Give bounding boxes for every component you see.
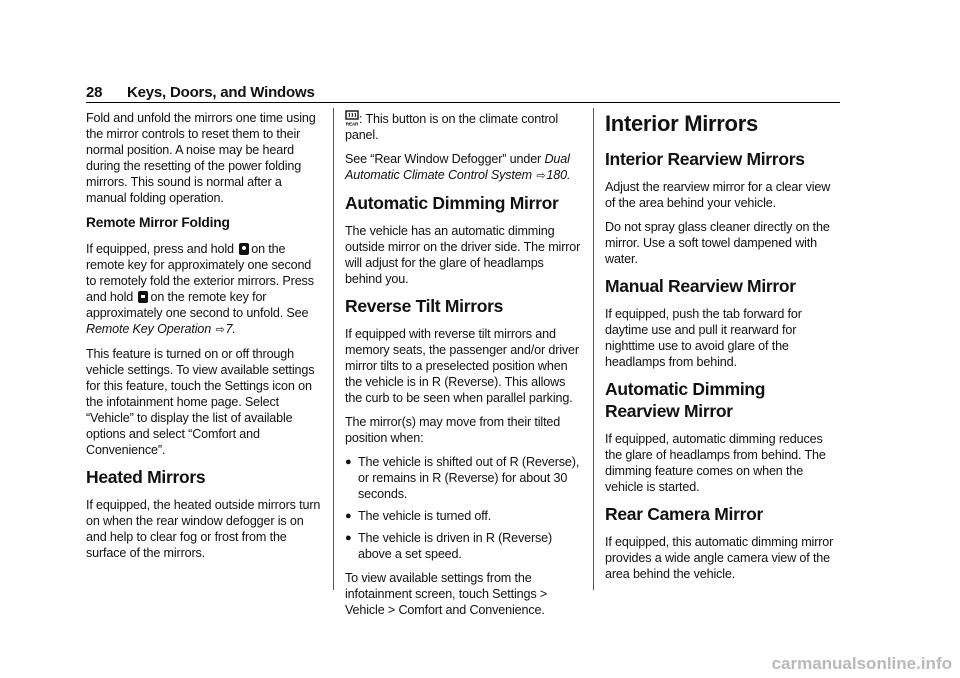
climate-control-page[interactable]: 180. [546,168,571,182]
list-item: ● The vehicle is turned off. [345,509,492,523]
bullet-icon: ● [345,532,352,544]
defog-paragraph: REAR : This button is on the climate control panel. [345,112,559,142]
view-settings-paragraph: To view available settings from the infotainment screen, touch Settings > Vehicle > Comfort and Convenience. [345,571,548,617]
climate-control-link[interactable]: Dual Automatic Climate Control System [345,152,570,182]
rear-camera-mirror-heading: Rear Camera Mirror [605,504,764,524]
page-number: 28 [86,84,103,101]
page-ref-arrow-icon: ⇨ [215,324,225,336]
rearview-paragraph-2: Do not spray glass cleaner directly on the mirror. Use a soft towel dampened with water. [605,220,830,266]
page-ref-arrow-icon: ⇨ [536,170,546,182]
watermark: carmanualsonline.info [771,654,952,673]
manual-paragraph: If equipped, push the tab forward for daytime use and pull it rearward for nighttime use to avoid glare of the headlamps from behind. [605,307,802,369]
auto-dim-paragraph: The vehicle has an automatic dimming outside mirror on the driver side. The mirror will adjust for the glare of headlamps behind you. [345,224,581,286]
remote-paragraph: If equipped, press and hold on the remote key for approximately one second to remotely fold the exterior mirrors. Press and hold on the remote key for approximately one second to unfold. See Remote Key Operation ⇨7. [86,242,314,336]
auto-rear-paragraph: If equipped, automatic dimming reduces the glare of headlamps from behind. The dimming feature comes on when the vehicle is started. [605,432,826,494]
column-1 [86,110,322,569]
heated-mirrors-heading: Heated Mirrors [86,467,206,487]
manual-rearview-mirror-heading: Manual Rearview Mirror [605,276,796,296]
remote-key-link[interactable]: Remote Key Operation [86,322,212,336]
key-fob-lock-icon [239,243,249,255]
list-item: ● The vehicle is driven in R (Reverse) above a set speed. [345,531,553,561]
column-divider-2 [593,108,594,590]
column-3 [605,110,841,590]
reverse-tilt-mirrors-heading: Reverse Tilt Mirrors [345,296,504,316]
tilt-conditions-list [345,454,581,562]
bullet-icon: ● [345,510,352,522]
bullet-icon: ● [345,456,352,468]
automatic-dimming-mirror-heading: Automatic Dimming Mirror [345,193,559,213]
see-paragraph: See “Rear Window Defogger” under Dual Automatic Climate Control System ⇨180. [345,152,571,182]
rearview-paragraph-1: Adjust the rearview mirror for a clear view of the area behind your vehicle. [605,180,831,210]
remote-mirror-folding-heading: Remote Mirror Folding [86,215,230,230]
svg-text:REAR: REAR [345,121,359,126]
column-2 [345,110,581,626]
settings-paragraph: This feature is turned on or off through vehicle settings. To view available settings for this feature, touch the Settings icon on the infotainment home page. Select “Vehicle” to display the list of available options and select “Comfort and Convenience”. [86,347,315,457]
interior-mirrors-heading: Interior Mirrors [605,111,758,136]
move-paragraph: The mirror(s) may move from their tilted position when: [345,415,561,445]
rear-defog-icon [345,110,359,126]
camera-paragraph: If equipped, this automatic dimming mirror provides a wide angle camera view of the area behind the vehicle. [605,535,834,581]
remote-key-page[interactable]: 7. [225,322,236,336]
reverse-paragraph: If equipped with reverse tilt mirrors and memory seats, the passenger and/or driver mirror tilts to a preselected position when the vehicle is in R (Reverse). This allows the curb to be seen when parallel parking. [345,327,579,405]
interior-rearview-mirrors-heading: Interior Rearview Mirrors [605,149,805,169]
key-fob-unlock-icon [138,291,148,303]
list-item: ● The vehicle is shifted out of R (Reverse), or remains in R (Reverse) for about 30 seconds. [345,455,580,501]
header-rule [86,102,840,103]
heated-paragraph: If equipped, the heated outside mirrors turn on when the rear window defogger is on and help to clear fog or frost from the surface of the mirrors. [86,498,321,560]
automatic-dimming-rearview-heading: Automatic Dimming Rearview Mirror [605,379,766,421]
column-divider-1 [333,108,334,590]
section-title: Keys, Doors, and Windows [127,84,315,101]
intro-paragraph: Fold and unfold the mirrors one time using the mirror controls to reset them to their normal position. A noise may be heard during the resetting of the power folding mirrors. This sound is normal after a manual folding operation. [86,111,316,205]
